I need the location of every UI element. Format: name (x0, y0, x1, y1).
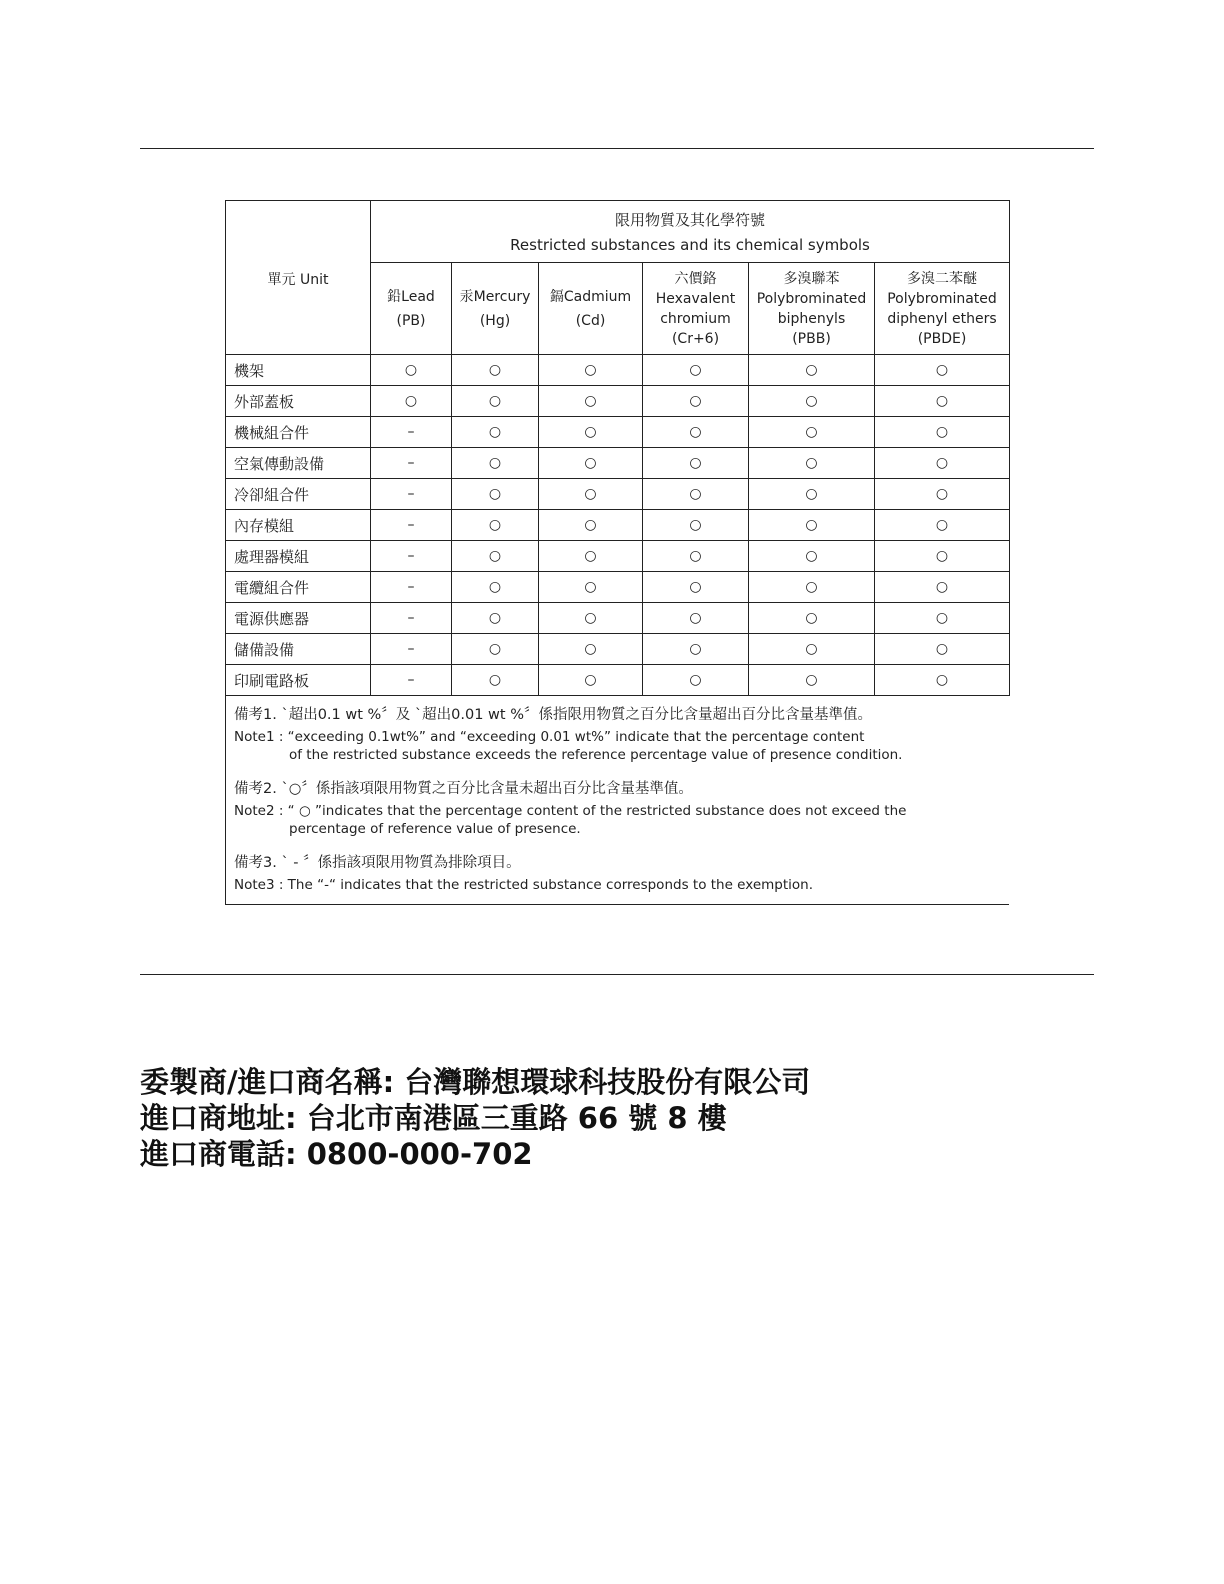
pbde-mark: ○ (875, 510, 1010, 541)
substances-title-en: Restricted substances and its chemical symbols (510, 236, 870, 254)
cadmium-mark: ○ (539, 603, 643, 634)
part-name: 機械組合件 (226, 417, 371, 448)
cadmium-mark: ○ (539, 448, 643, 479)
mercury-mark: ○ (452, 448, 539, 479)
chromium-mark: ○ (643, 572, 749, 603)
cadmium-mark: ○ (539, 479, 643, 510)
note3-zh: 備考3. ˋ - 〞係指該項限用物質為排除項目。 (234, 855, 521, 871)
column-mercury-name: 汞Mercury (459, 288, 531, 305)
column-cadmium-name: 鎘Cadmium (549, 288, 632, 305)
lead-mark: – (371, 479, 452, 510)
chromium-mark: ○ (643, 417, 749, 448)
pbde-mark: ○ (875, 448, 1010, 479)
cadmium-mark: ○ (539, 634, 643, 665)
mercury-mark: ○ (452, 541, 539, 572)
part-name: 處理器模組 (226, 541, 371, 572)
lead-mark: – (371, 572, 452, 603)
importer-phone: 進口商電話: 0800-000-702 (140, 1137, 533, 1171)
part-name: 外部蓋板 (226, 386, 371, 417)
note2-en-line1: Note2 : “ ○ ”indicates that the percentage content of the restricted substance does not exceed the (234, 803, 907, 819)
note1-en-line1: Note1 : “exceeding 0.1wt%” and “exceeding 0.01 wt%” indicate that the percentage content (234, 729, 865, 745)
column-pbb-name-en1: Polybrominated (756, 290, 867, 307)
pbde-mark: ○ (875, 386, 1010, 417)
table-row (226, 510, 1010, 541)
cadmium-mark: ○ (539, 355, 643, 386)
chromium-mark: ○ (643, 541, 749, 572)
unit-header: 單元 Unit (226, 201, 371, 355)
column-pbde-symbol: (PBDE) (917, 330, 967, 347)
lead-mark: – (371, 603, 452, 634)
column-pbb-name-en2: biphenyls (777, 310, 846, 327)
chromium-mark: ○ (643, 665, 749, 696)
cadmium-mark: ○ (539, 665, 643, 696)
pbde-mark: ○ (875, 355, 1010, 386)
lead-mark: – (371, 448, 452, 479)
column-chromium-name-zh: 六價鉻 (674, 270, 717, 287)
column-pbde-name-en1: Polybrominated (887, 290, 997, 307)
pbde-mark: ○ (875, 572, 1010, 603)
pbb-mark: ○ (749, 634, 875, 665)
importer-address: 進口商地址: 台北市南港區三重路 66 號 8 樓 (140, 1101, 727, 1135)
column-chromium-symbol: (Cr+6) (671, 330, 720, 347)
pbde-mark: ○ (875, 417, 1010, 448)
substances-header (371, 201, 1010, 263)
lead-mark: – (371, 665, 452, 696)
pbde-mark: ○ (875, 665, 1010, 696)
chromium-mark: ○ (643, 479, 749, 510)
column-pbb-name-zh: 多溴聯苯 (783, 270, 840, 287)
table-row (226, 634, 1010, 665)
cadmium-mark: ○ (539, 572, 643, 603)
chromium-mark: ○ (643, 355, 749, 386)
importer-name: 委製商/進口商名稱: 台灣聯想環球科技股份有限公司 (140, 1065, 811, 1099)
pbb-mark: ○ (749, 603, 875, 634)
rohs-table-container (225, 200, 1009, 905)
column-cadmium (539, 263, 643, 355)
note2-zh: 備考2. ˋ○〞係指該項限用物質之百分比含量未超出百分比含量基準值。 (234, 781, 693, 797)
notes-section (225, 696, 1009, 905)
column-chromium-name-en2: chromium (660, 310, 731, 327)
importer-info (140, 1064, 810, 1172)
note3-en: Note3 : The “-“ indicates that the restricted substance corresponds to the exemption. (234, 877, 814, 893)
cadmium-mark: ○ (539, 510, 643, 541)
mercury-mark: ○ (452, 634, 539, 665)
column-lead-name: 鉛Lead (387, 288, 435, 305)
lead-mark: – (371, 510, 452, 541)
pbb-mark: ○ (749, 386, 875, 417)
note1-en-line2: of the restricted substance exceeds the reference percentage value of presence condition. (289, 747, 903, 763)
mercury-mark: ○ (452, 386, 539, 417)
column-mercury (452, 263, 539, 355)
chromium-mark: ○ (643, 634, 749, 665)
pbb-mark: ○ (749, 510, 875, 541)
part-name: 機架 (226, 355, 371, 386)
mercury-mark: ○ (452, 479, 539, 510)
chromium-mark: ○ (643, 603, 749, 634)
pbb-mark: ○ (749, 417, 875, 448)
table-row (226, 417, 1010, 448)
mercury-mark: ○ (452, 417, 539, 448)
lead-mark: – (371, 417, 452, 448)
column-mercury-symbol: (Hg) (479, 312, 511, 329)
column-pbde-name-en2: diphenyl ethers (887, 310, 997, 327)
pbb-mark: ○ (749, 448, 875, 479)
pbb-mark: ○ (749, 541, 875, 572)
mercury-mark: ○ (452, 603, 539, 634)
part-name: 電源供應器 (226, 603, 371, 634)
chromium-mark: ○ (643, 510, 749, 541)
table-row (226, 355, 1010, 386)
cadmium-mark: ○ (539, 386, 643, 417)
table-row (226, 572, 1010, 603)
column-pbb-symbol: (PBB) (792, 330, 831, 347)
lead-mark: – (371, 541, 452, 572)
table-row (226, 479, 1010, 510)
lead-mark: ○ (371, 355, 452, 386)
pbde-mark: ○ (875, 541, 1010, 572)
chromium-mark: ○ (643, 448, 749, 479)
lead-mark: ○ (371, 386, 452, 417)
column-chromium-name-en1: Hexavalent (655, 290, 736, 307)
bottom-divider (140, 974, 1094, 975)
column-hexavalent-chromium (643, 263, 749, 355)
pbde-mark: ○ (875, 479, 1010, 510)
mercury-mark: ○ (452, 572, 539, 603)
column-pbde-name-zh: 多溴二苯醚 (907, 270, 978, 287)
mercury-mark: ○ (452, 355, 539, 386)
top-divider (140, 148, 1094, 149)
pbb-mark: ○ (749, 479, 875, 510)
column-cadmium-symbol: (Cd) (575, 312, 606, 329)
chromium-mark: ○ (643, 386, 749, 417)
part-name: 印刷電路板 (226, 665, 371, 696)
table-row (226, 603, 1010, 634)
mercury-mark: ○ (452, 510, 539, 541)
pbb-mark: ○ (749, 355, 875, 386)
restricted-substances-table (225, 200, 1010, 696)
part-name: 內存模組 (226, 510, 371, 541)
part-name: 冷卻組合件 (226, 479, 371, 510)
table-row (226, 665, 1010, 696)
pbb-mark: ○ (749, 572, 875, 603)
substances-title-zh: 限用物質及其化學符號 (615, 211, 766, 229)
column-pbb (749, 263, 875, 355)
table-row (226, 448, 1010, 479)
cadmium-mark: ○ (539, 541, 643, 572)
column-pbde (875, 263, 1010, 355)
cadmium-mark: ○ (539, 417, 643, 448)
mercury-mark: ○ (452, 665, 539, 696)
part-name: 空氣傳動設備 (226, 448, 371, 479)
part-name: 儲備設備 (226, 634, 371, 665)
pbde-mark: ○ (875, 634, 1010, 665)
note1-zh: 備考1. ˋ超出0.1 wt %〞及 ˋ超出0.01 wt %〞係指限用物質之百分比含量超出百分比含量基準值。 (234, 707, 872, 723)
table-row (226, 541, 1010, 572)
pbde-mark: ○ (875, 603, 1010, 634)
column-lead (371, 263, 452, 355)
part-name: 電纜組合件 (226, 572, 371, 603)
table-row (226, 386, 1010, 417)
column-lead-symbol: (PB) (396, 312, 426, 329)
pbb-mark: ○ (749, 665, 875, 696)
lead-mark: – (371, 634, 452, 665)
note2-en-line2: percentage of reference value of presence. (289, 821, 581, 837)
